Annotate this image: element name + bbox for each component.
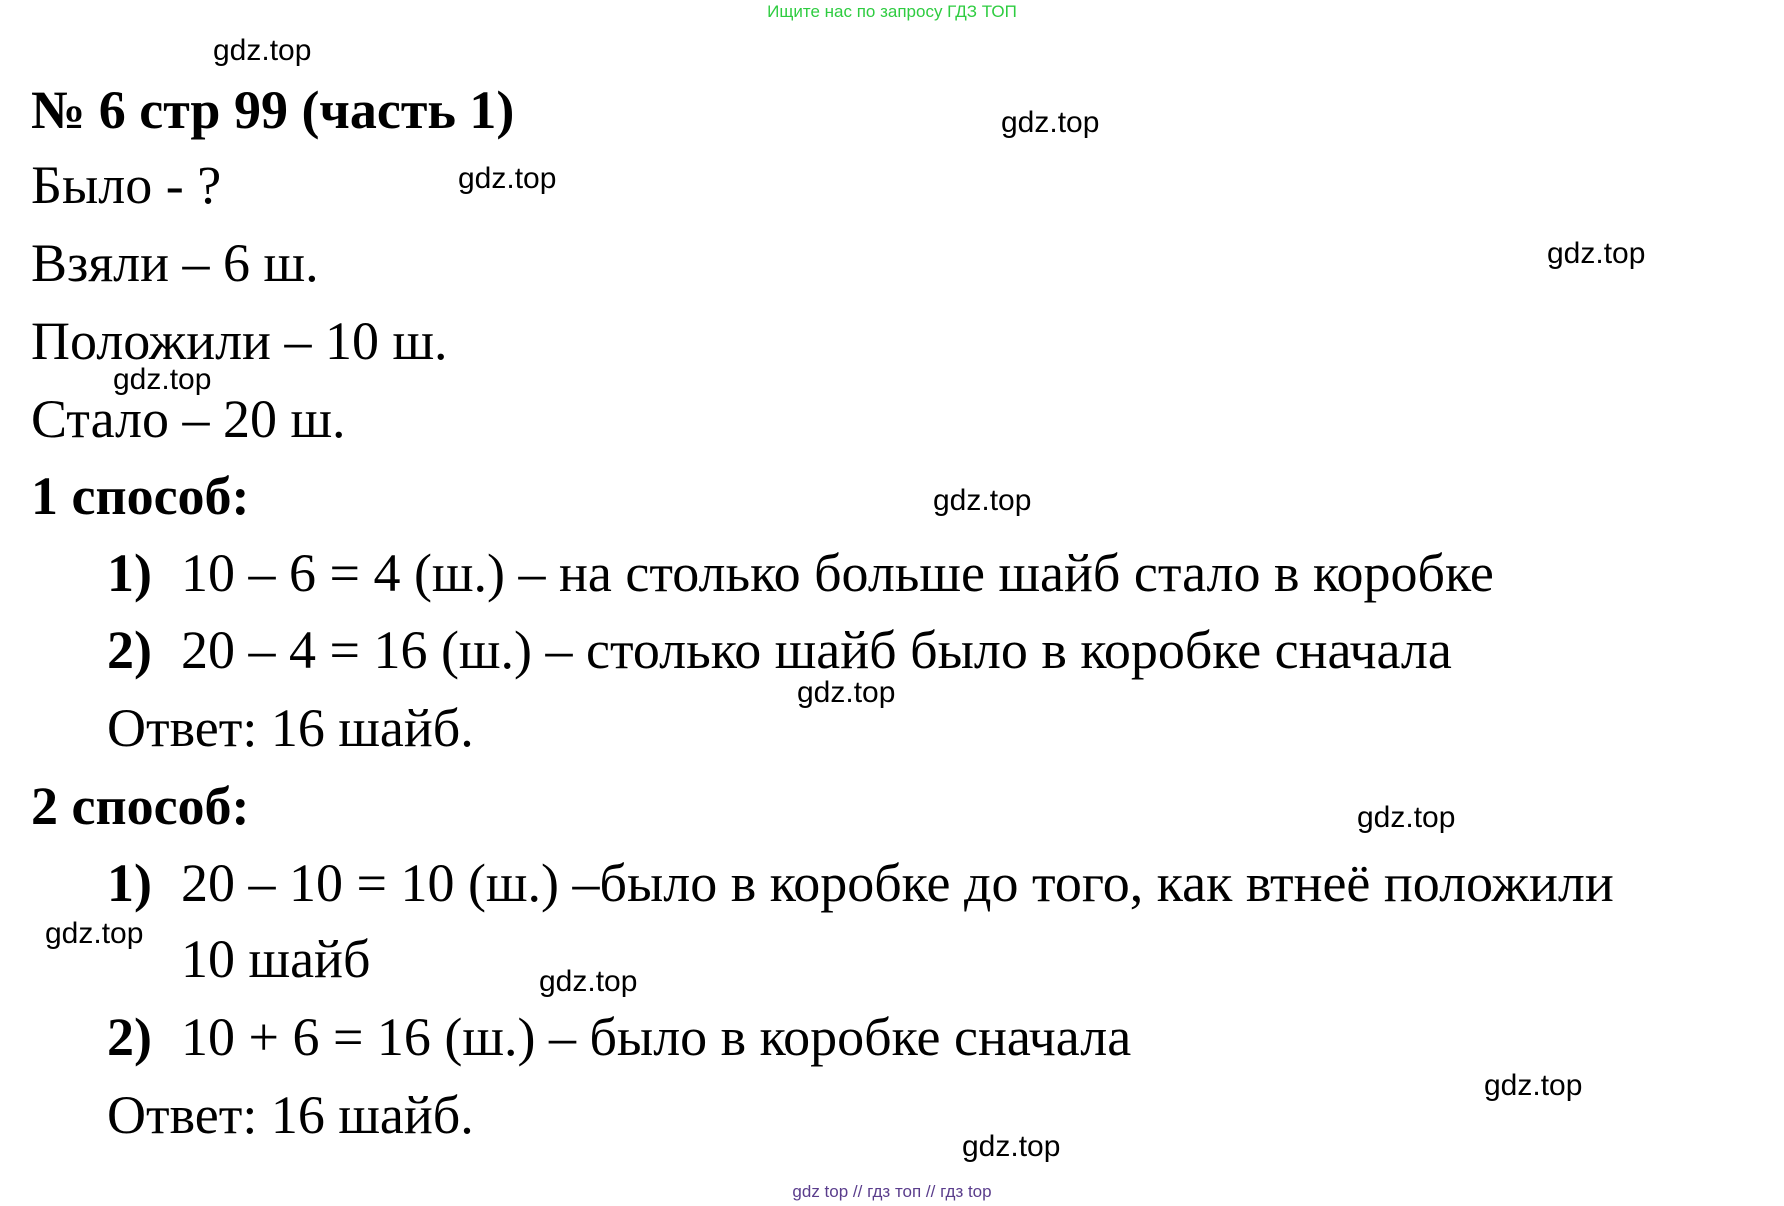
step-number: 2) [107,620,152,680]
page-title: № 6 стр 99 (часть 1) [31,80,515,140]
watermark: gdz.top [458,162,557,195]
method-2-answer: Ответ: 16 шайб. [107,1085,474,1145]
given-line: Взяли – 6 ш. [31,233,319,293]
method-2-step-1 [107,851,1614,915]
method-1-step-1 [107,541,1494,605]
step-number: 1) [107,853,152,913]
method-2-step-1-continuation: 10 шайб [181,929,371,989]
step-number: 2) [107,1007,152,1067]
watermark: gdz.top [539,965,638,998]
method-1-answer: Ответ: 16 шайб. [107,698,474,758]
given-line: Стало – 20 ш. [31,389,346,449]
given-line: Положили – 10 ш. [31,311,448,371]
given-line: Было - ? [31,155,222,215]
step-text: 10 + 6 = 16 (ш.) – было в коробке сначала [181,1007,1132,1067]
watermark: gdz.top [933,484,1032,517]
step-number: 1) [107,543,152,603]
footer-watermark: gdz top // гдз топ // гдз top [792,1182,992,1201]
top-banner: Ищите нас по запросу ГДЗ ТОП [767,2,1017,21]
step-text: 20 – 10 = 10 (ш.) –было в коробке до того, как втнеё положили [181,853,1614,913]
watermark: gdz.top [113,363,212,396]
method-1-step-2 [107,618,1452,682]
method-2-heading: 2 способ: [31,776,250,836]
watermark: gdz.top [45,917,144,950]
step-text: 10 – 6 = 4 (ш.) – на столько больше шайб стало в коробке [181,543,1494,603]
watermark: gdz.top [1547,237,1646,270]
step-text: 20 – 4 = 16 (ш.) – столько шайб было в коробке сначала [181,620,1452,680]
watermark: gdz.top [1001,106,1100,139]
watermark: gdz.top [797,676,896,709]
method-2-step-2 [107,1005,1131,1069]
watermark: gdz.top [962,1130,1061,1163]
method-1-heading: 1 способ: [31,466,250,526]
watermark: gdz.top [1484,1069,1583,1102]
watermark: gdz.top [213,34,312,67]
watermark: gdz.top [1357,801,1456,834]
